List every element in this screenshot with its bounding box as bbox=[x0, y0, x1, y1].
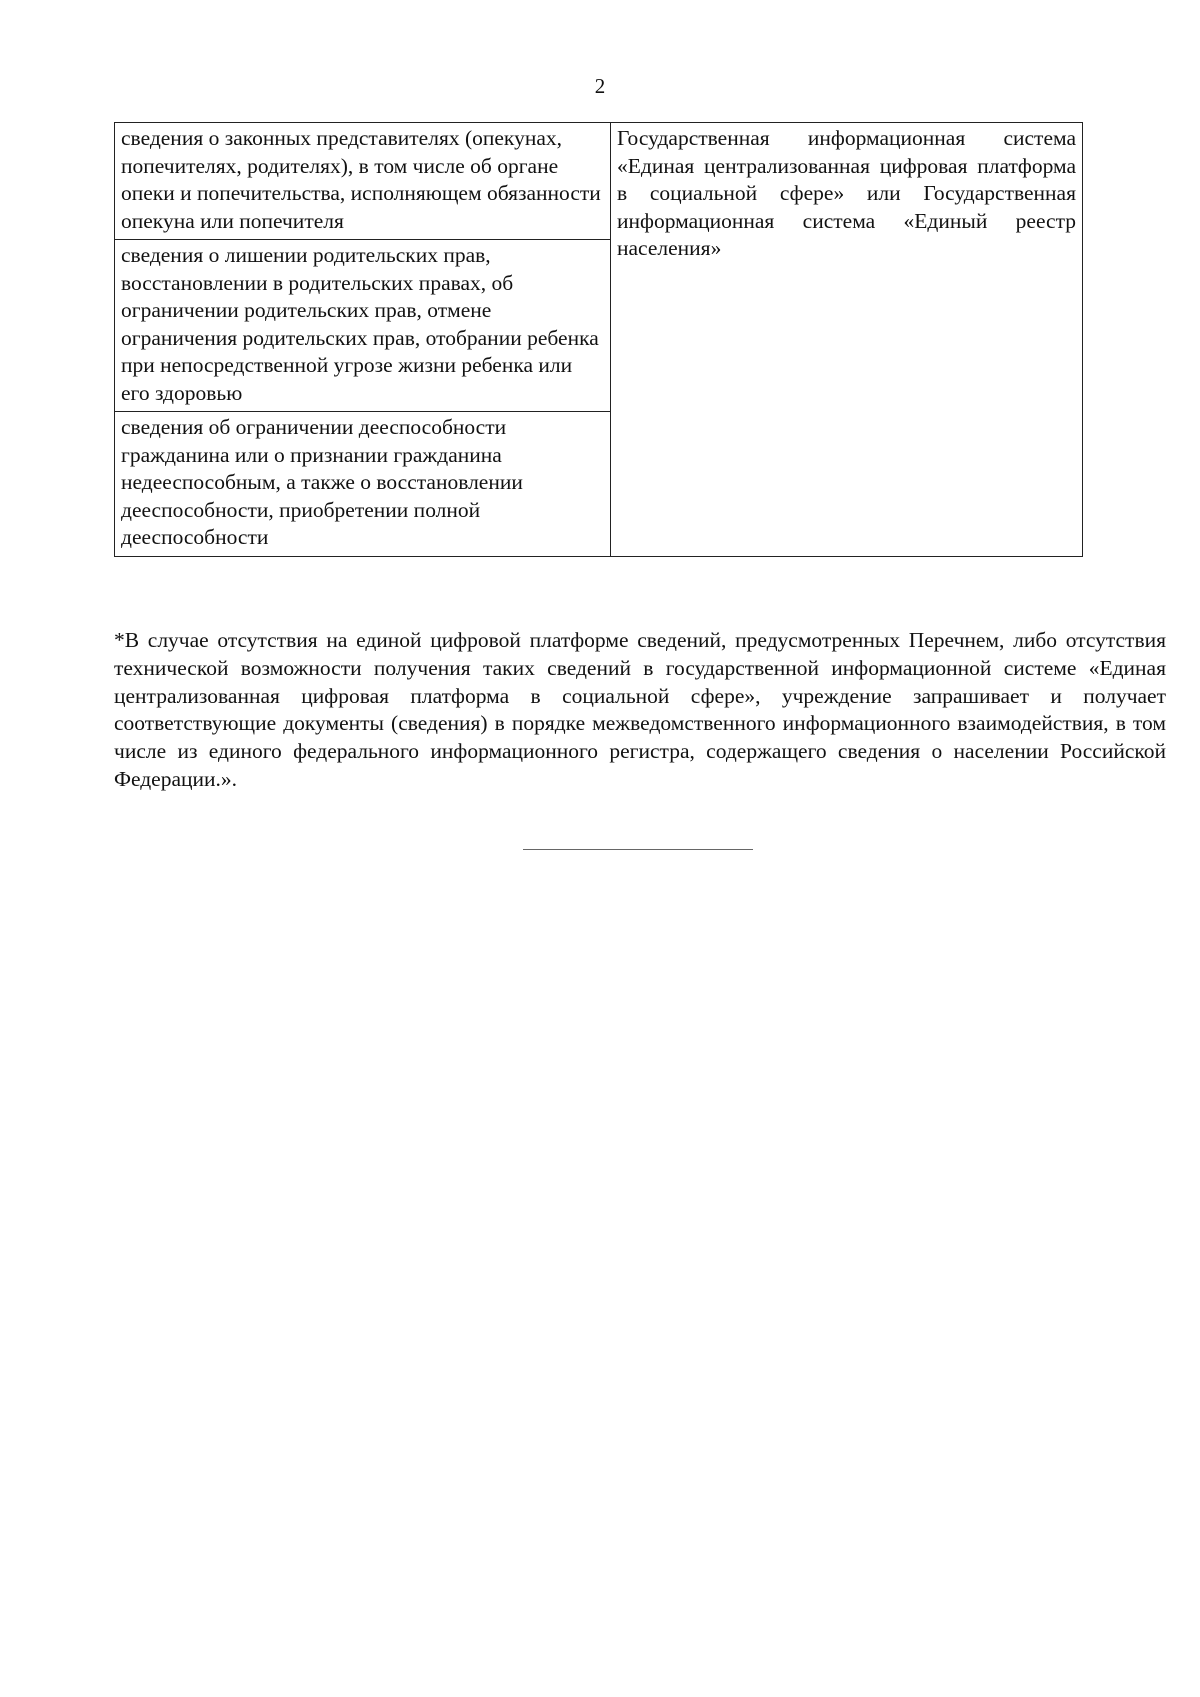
footnote-paragraph: *В случае отсутствия на единой цифровой платформе сведений, предусмотренных Перечнем, либо отсутствия технической возможности получения таких сведений в государственной информационной системе «Единая централизованная цифровая платформа в социальной сфере», учреждение запрашивает и получает соответствующие документы (сведения) в порядке межведомственного информационного взаимодействия, в том числе из единого федерального информационного регистра, содержащего сведения о населении Российской Федерации.». bbox=[114, 628, 1166, 791]
table-row bbox=[115, 123, 1083, 240]
table-cell-information-system bbox=[611, 123, 1083, 557]
information-system-text: Государственная информационная система «Единая централизованная цифровая платформа в социальной сфере» или Государственная информационная система «Единый реестр населения» bbox=[617, 126, 1076, 260]
page-number: 2 bbox=[594, 74, 606, 98]
information-sources-table bbox=[114, 122, 1083, 557]
table-cell-parental-rights: сведения о лишении родительских прав, восстановлении в родительских правах, об ограничении родительских прав, отмене ограничения родительских прав, отобрании ребенка при непосредственной угрозе жизни ребенка или его здоровью bbox=[115, 240, 611, 412]
end-separator-line bbox=[523, 849, 753, 850]
table-cell-legal-capacity: сведения об ограничении дееспособности гражданина или о признании гражданина недееспособным, а также о восстановлении дееспособности, приобретении полной дееспособности bbox=[115, 412, 611, 557]
table-cell-legal-representatives: сведения о законных представителях (опекунах, попечителях, родителях), в том числе об органе опеки и попечительства, исполняющем обязанности опекуна или попечителя bbox=[115, 123, 611, 240]
